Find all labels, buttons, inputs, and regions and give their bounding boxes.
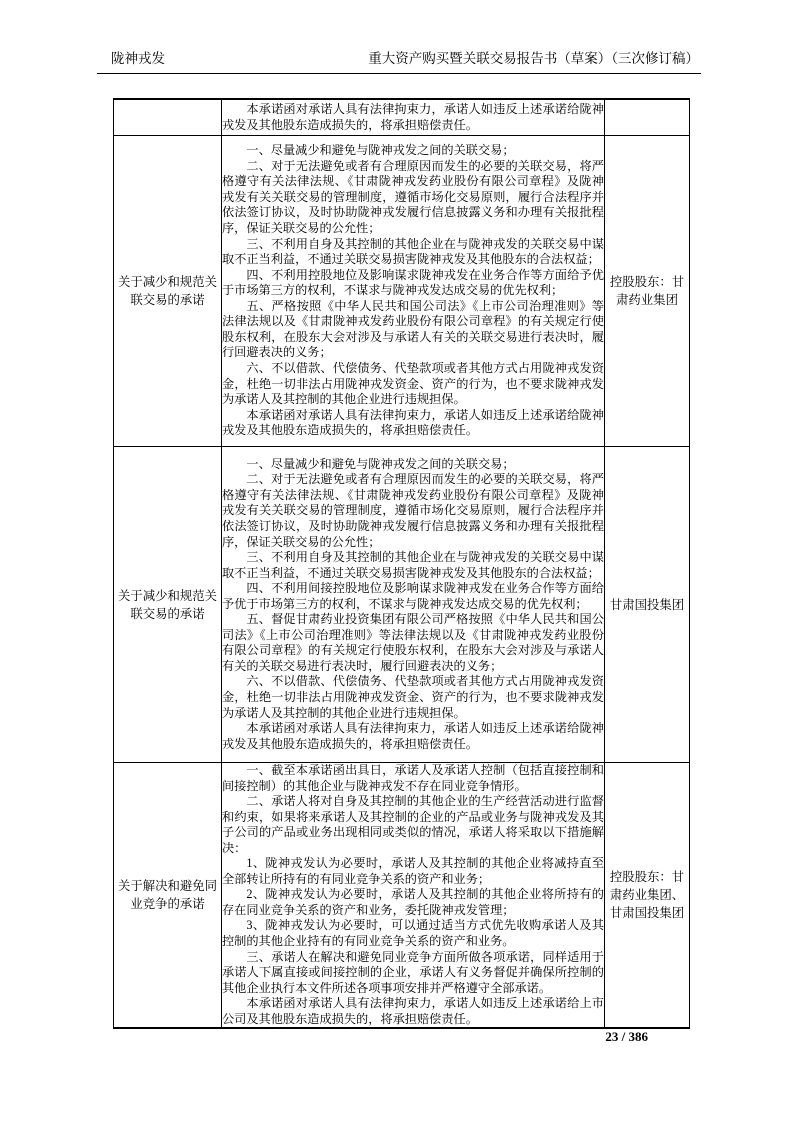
- commitment-topic-cell: [114, 99, 222, 136]
- commitment-paragraph: 四、不利用控股地位及影响谋求陇神戎发在业务合作等方面给予优于市场第三方的权利，不谋求与陇神戎发达成交易的优先权利；: [222, 267, 604, 298]
- commitment-party-cell: 甘肃国投集团: [605, 447, 690, 763]
- commitment-topic-cell: 关于减少和规范关联交易的承诺: [114, 447, 222, 763]
- table-row-continuation: [114, 99, 690, 136]
- commitment-paragraph: 一、尽量减少和避免与陇神戎发之间的关联交易；: [246, 143, 515, 158]
- commitment-paragraph: 三、不利用自身及其控制的其他企业在与陇神戎发的关联交易中谋取不正当利益，不通过关联交易损害陇神戎发及其他股东的合法权益；: [222, 236, 604, 267]
- commitment-topic-cell: 关于解决和避免同业竞争的承诺: [114, 763, 222, 1029]
- header-company-name: 陇神戎发: [111, 51, 165, 66]
- commitment-paragraph: 2、陇神戎发认为必要时，承诺人及其控制的其他企业将所持有的存在同业竞争关系的资产和业务，委托陇神戎发管理；: [222, 887, 604, 917]
- commitment-paragraph: 六、不以借款、代偿债务、代垫款项或者其他方式占用陇神戎发资金，杜绝一切非法占用陇神戎发资金、资产的行为，也不要求陇神戎发为承诺人及其控制的其他企业进行违规担保。: [222, 674, 604, 720]
- commitment-paragraph: 五、严格按照《中华人民共和国公司法》《上市公司治理准则》等法律法规以及《甘肃陇神戎发药业股份有限公司章程》的有关规定行使股东权利，在股东大会对涉及与承诺人有关的关联交易进行表决时，履行回避表决的义务；: [222, 298, 604, 360]
- commitment-paragraph: 二、对于无法避免或者有合理原因而发生的必要的关联交易，将严格遵守有关法律法规、《甘肃陇神戎发药业股份有限公司章程》及陇神戎发有关关联交易的管理制度，遵循市场化交易原则，履行合法程序并依法签订协议，及时协助陇神戎发履行信息披露义务和办理有关报批程序，保证关联交易的公允性；: [222, 158, 604, 236]
- commitment-paragraph: 六、不以借款、代偿债务、代垫款项或者其他方式占用陇神戎发资金，杜绝一切非法占用陇神戎发资金、资产的行为，也不要求陇神戎发为承诺人及其控制的其他企业进行违规担保。: [222, 360, 604, 407]
- commitment-paragraph: 本承诺函对承诺人具有法律拘束力，承诺人如违反上述承诺给陇神戎发及其他股东造成损失的，将承担赔偿责任。: [222, 407, 604, 438]
- commitment-content-cell: [222, 99, 605, 136]
- page-footer: [0, 1029, 648, 1045]
- commitment-paragraph: 五、督促甘肃药业投资集团有限公司严格按照《中华人民共和国公司法》《上市公司治理准则》等法律法规以及《甘肃陇神戎发药业股份有限公司章程》的有关规定行使股东权利，在股东大会对涉及与承诺人有关的关联交易进行表决时，履行回避表决的义务；: [222, 612, 604, 673]
- commitment-paragraph: 一、截至本承诺函出具日，承诺人及承诺人控制（包括直接控制和间接控制）的其他企业与陇神戎发不存在同业竞争情形。: [222, 763, 604, 793]
- commitment-party-cell: 控股股东：甘肃药业集团、甘肃国投集团: [605, 763, 690, 1029]
- commitment-paragraph: 1、陇神戎发认为必要时，承诺人及其控制的其他企业将减持直至全部转让所持有的有同业竞争关系的资产和业务；: [222, 856, 604, 886]
- commitments-table: [113, 98, 690, 1029]
- commitment-paragraph: 二、承诺人将对自身及其控制的其他企业的生产经营活动进行监督和约束，如果将来承诺人及其控制的企业的产品或业务与陇神戎发及其子公司的产品或业务出现相同或类似的情况，承诺人将采取以下措施解决：: [222, 794, 604, 855]
- commitment-content-cell: [222, 763, 605, 1029]
- commitment-paragraph: 本承诺函对承诺人具有法律拘束力，承诺人如违反上述承诺给陇神戎发及其他股东造成损失的，将承担赔偿责任。: [222, 101, 604, 132]
- commitment-content-cell: [222, 136, 605, 447]
- page-header: [97, 50, 701, 74]
- commitment-paragraph: 本承诺函对承诺人具有法律拘束力，承诺人如违反上述承诺给陇神戎发及其他股东造成损失的，将承担赔偿责任。: [222, 721, 604, 751]
- page-number: 23 / 386: [605, 1029, 648, 1044]
- table-row-related-transactions-1: [114, 136, 690, 447]
- commitment-paragraph: 一、尽量减少和避免与陇神戎发之间的关联交易；: [246, 456, 515, 471]
- commitment-paragraph: 三、不利用自身及其控制的其他企业在与陇神戎发的关联交易中谋取不正当利益，不通过关联交易损害陇神戎发及其他股东的合法权益；: [222, 550, 604, 580]
- commitment-content-cell: [222, 447, 605, 763]
- commitment-topic-cell: 关于减少和规范关联交易的承诺: [114, 136, 222, 447]
- commitment-paragraph: 本承诺函对承诺人具有法律拘束力，承诺人如违反上述承诺给上市公司及其他股东造成损失的，将承担赔偿责任。: [222, 996, 604, 1026]
- commitment-paragraph: 四、不利用间接控股地位及影响谋求陇神戎发在业务合作等方面给予优于市场第三方的权利，不谋求与陇神戎发达成交易的优先权利；: [222, 581, 604, 611]
- commitment-paragraph: 3、陇神戎发认为必要时，可以通过适当方式优先收购承诺人及其控制的其他企业持有的有同业竞争关系的资产和业务。: [222, 918, 604, 949]
- commitment-party-cell: [605, 99, 690, 136]
- commitment-paragraph: 三、承诺人在解决和避免同业竞争方面所做各项承诺，同样适用于承诺人下属直接或间接控制的企业，承诺人有义务督促并确保所控制的其他企业执行本文件所述各项事项安排并严格遵守全部承诺。: [222, 949, 604, 995]
- commitment-party-cell: 控股股东：甘肃药业集团: [605, 136, 690, 447]
- header-document-title: 重大资产购买暨关联交易报告书（草案）（三次修订稿）: [368, 51, 699, 66]
- table-row-related-transactions-2: [114, 447, 690, 763]
- commitment-paragraph: 二、对于无法避免或者有合理原因而发生的必要的关联交易，将严格遵守有关法律法规、《甘肃陇神戎发药业股份有限公司章程》及陇神戎发有关关联交易的管理制度，遵循市场化交易原则，履行合法程序并依法签订协议，及时协助陇神戎发履行信息披露义务和办理有关报批程序，保证关联交易的公允性；: [222, 472, 604, 549]
- table-row-horizontal-competition: [114, 763, 690, 1029]
